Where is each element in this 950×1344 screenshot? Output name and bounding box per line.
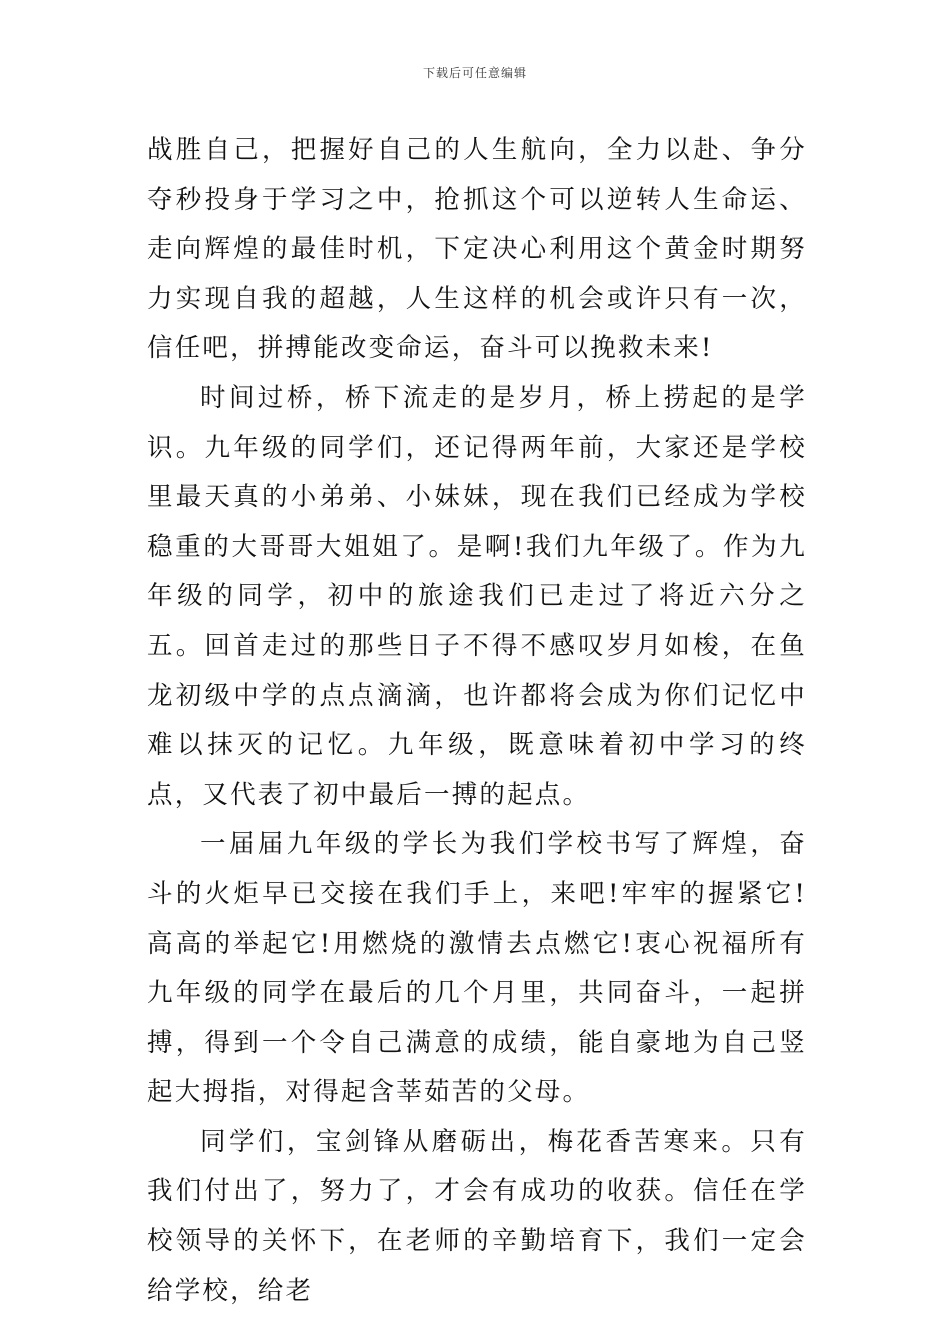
paragraph-3: 一届届九年级的学长为我们学校书写了辉煌，奋斗的火炬早已交接在我们手上，来吧!牢牢的握紧它!高高的举起它!用燃烧的激情去点燃它!衷心祝福所有九年级的同学在最后的几个月里，共同奋斗，一起拼搏，得到一个令自己满意的成绩，能自豪地为自己竖起大拇指，对得起含莘茹苦的父母。 [147, 829, 807, 1108]
paragraph-4: 同学们，宝剑锋从磨砺出，梅花香苦寒来。只有我们付出了，努力了，才会有成功的收获。信任在学校领导的关怀下，在老师的辛勤培育下，我们一定会给学校，给老 [147, 1126, 807, 1306]
document-body [147, 126, 807, 1316]
paragraph-1: 战胜自己，把握好自己的人生航向，全力以赴、争分夺秒投身于学习之中，抢抓这个可以逆转人生命运、走向辉煌的最佳时机，下定决心利用这个黄金时期努力实现自我的超越，人生这样的机会或许只有一次，信任吧，拼搏能改变命运，奋斗可以挽救未来! [147, 135, 807, 364]
page-header: 下载后可任意编辑 [422, 66, 527, 80]
paragraph-2: 时间过桥，桥下流走的是岁月，桥上捞起的是学识。九年级的同学们，还记得两年前，大家还是学校里最天真的小弟弟、小妹妹，现在我们已经成为学校稳重的大哥哥大姐姐了。是啊!我们九年级了。作为九年级的同学，初中的旅途我们已走过了将近六分之五。回首走过的那些日子不得不感叹岁月如梭，在鱼龙初级中学的点点滴滴，也许都将会成为你们记忆中难以抹灭的记忆。九年级，既意味着初中学习的终点，又代表了初中最后一搏的起点。 [147, 382, 807, 810]
